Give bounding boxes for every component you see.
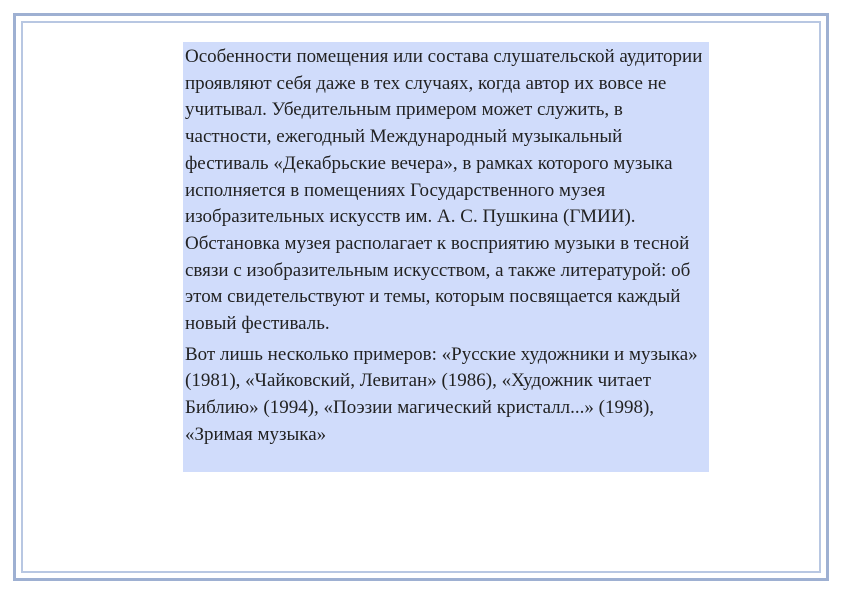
text-box [183,42,709,472]
paragraph-festival: Особенности помещения или состава слушательской аудитории проявляют себя даже в тех случаях, когда автор их вовсе не учитывал. Убедительным примером может служить, в частности, ежегодный Международный музыкальный фестиваль «Декабрьские вечера», в рамках которого музыка исполняется в помещениях Государственного музея изобразительных искусств им. А. С. Пушкина (ГМИИ). Обстановка музея располагает к восприятию музыки в тесной связи с изобразительным искусством, а также литературой: об этом свидетельствуют и темы, которым посвящается каждый новый фестиваль. [185,46,703,335]
paragraph-examples: Вот лишь несколько примеров: «Русские художники и музыка» (1981), «Чайковский, Левитан» (1986), «Художник читает Библию» (1994), «Поэзии магический кристалл...» (1998), «Зримая музыка» [185,343,698,445]
